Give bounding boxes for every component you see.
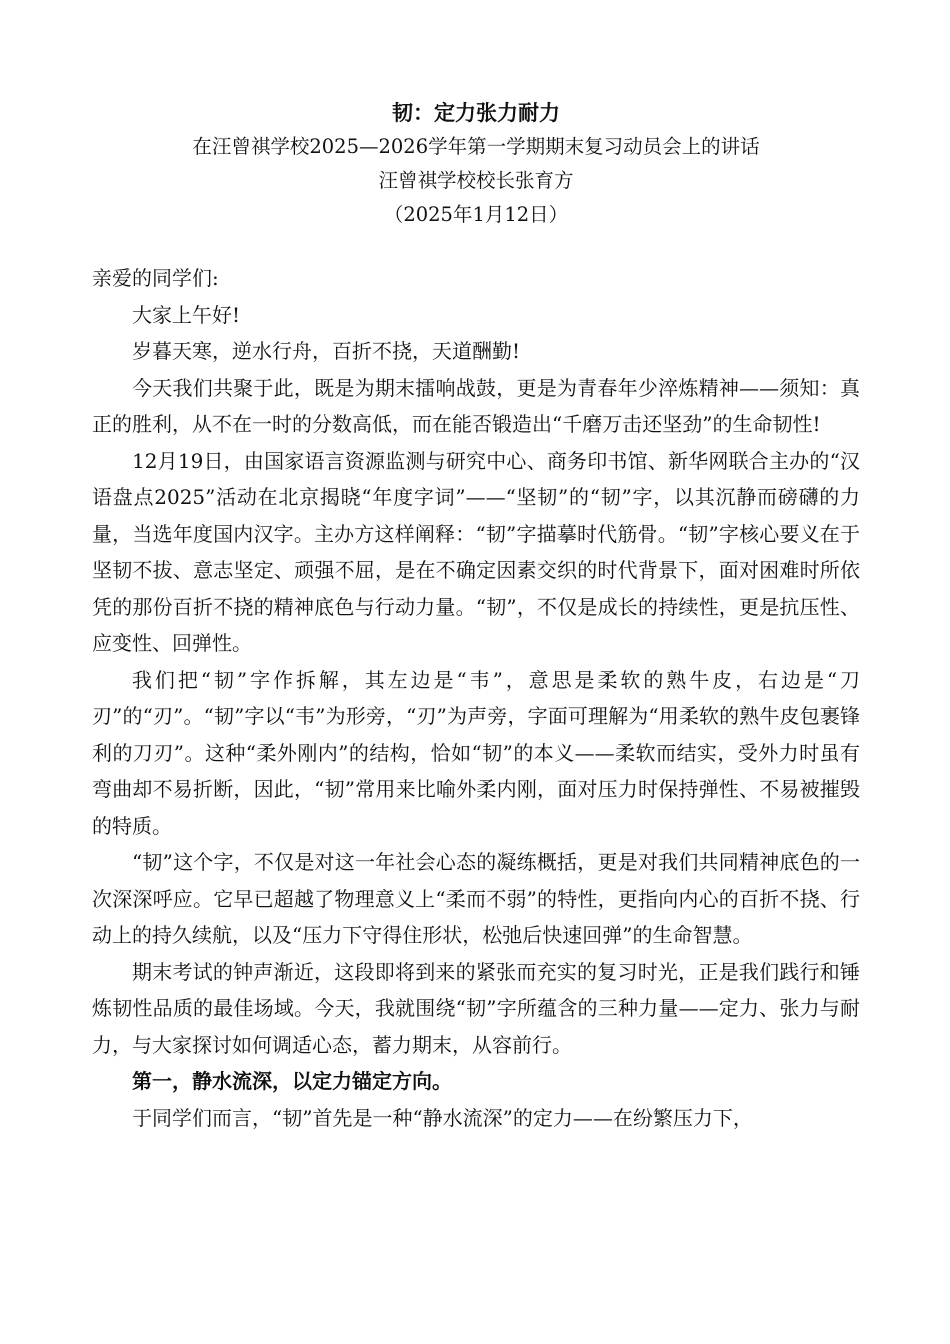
section-heading: 第一，静水流深，以定力锚定方向。 (132, 1069, 452, 1093)
speaker-line: 汪曾祺学校校长张育方 (378, 169, 574, 192)
body-paragraph: 12月19日，由国家语言资源监测与研究中心、商务印书馆、新华网联合主办的“汉语盘点2025”活动在北京揭晓“年度字词”——“坚韧”的“韧”字，以其沉静而磅礴的力量，当选年度国内汉字。主办方这样阐释：“韧”字描摹时代筋骨。“韧”字核心要义在于坚韧不拔、意志坚定、顽强不屈，是在不确定因素交织的时代背景下，面对困难时所依凭的那份百折不挠的精神底色与行动力量。“韧”，不仅是成长的持续性，更是抗压性、应变性、回弹性。 (92, 448, 860, 655)
speech-date: （2025年1月12日） (383, 203, 569, 226)
body-paragraph: 期末考试的钟声渐近，这段即将到来的紧张而充实的复习时光，正是我们践行和锤炼韧性品质的最佳场域。今天，我就围绕“韧”字所蕴含的三种力量——定力、张力与耐力，与大家探讨如何调适心态，蓄力期末，从容前行。 (92, 959, 860, 1057)
body-paragraph: “韧”这个字，不仅是对这一年社会心态的凝练概括，更是对我们共同精神底色的一次深深呼应。它早已超越了物理意义上“柔而不弱”的特性，更指向内心的百折不挠、行动上的持久续航，以及“压力下守得住形状，松弛后快速回弹”的生命智慧。 (92, 850, 860, 947)
body-paragraph: 岁暮天寒，逆水行舟，百折不挠，天道酬勤! (132, 339, 521, 363)
document-page (92, 96, 860, 1136)
document-title: 韧：定力张力耐力 (392, 100, 560, 125)
body-paragraph: 今天我们共聚于此，既是为期末擂响战鼓，更是为青春年少淬炼精神——须知：真正的胜利，从不在一时的分数高低，而在能否锻造出“千磨万击还坚劲”的生命韧性! (92, 375, 860, 436)
body-paragraph: 大家上午好! (132, 302, 241, 327)
body-paragraph: 我们把“韧”字作拆解，其左边是“韦”，意思是柔软的熟牛皮，右边是“刀刃”的“刃”。“韧”字以“韦”为形旁，“刃”为声旁，字面可理解为“用柔软的熟牛皮包裹锋利的刀刃”。这种“柔外刚内”的结构，恰如“韧”的本义——柔软而结实，受外力时虽有弯曲却不易折断，因此，“韧”常用来比喻外柔内刚，面对压力时保持弹性、不易被摧毁的特质。 (92, 667, 860, 838)
body-paragraph: 于同学们而言，“韧”首先是一种“静水流深”的定力——在纷繁压力下， (132, 1105, 753, 1130)
document-subtitle: 在汪曾祺学校2025—2026学年第一学期期末复习动员会上的讲话 (192, 135, 760, 158)
salutation: 亲爱的同学们: (92, 266, 219, 290)
